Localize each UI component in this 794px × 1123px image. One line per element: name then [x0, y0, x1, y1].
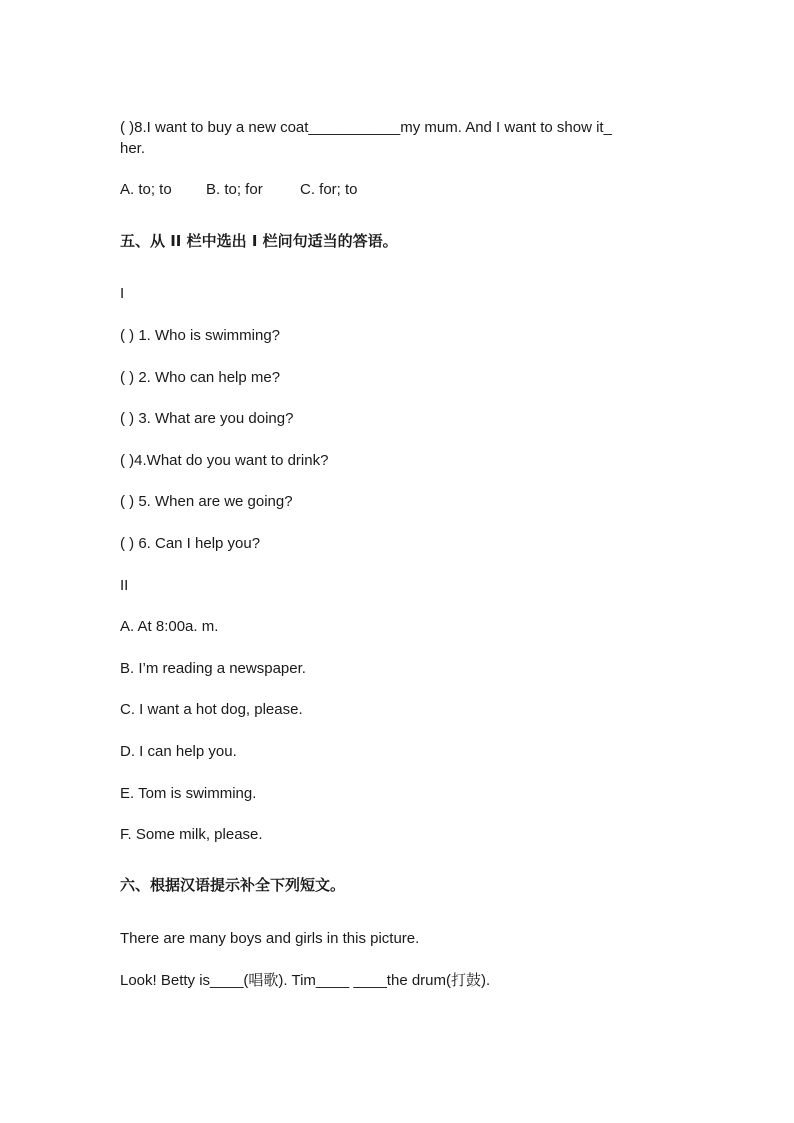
question-2: ( ) 2. Who can help me?: [120, 369, 281, 386]
question-6: ( ) 6. Can I help you?: [120, 535, 261, 552]
answer-c: C. I want a hot dog, please.: [120, 701, 303, 718]
question-8-options: [120, 180, 358, 200]
section-5-heading: 五、从 II 栏中选出 I 栏问句适当的答语。: [120, 232, 398, 250]
answer-d: D. I can help you.: [120, 743, 237, 760]
column-2-label: II: [120, 577, 129, 594]
answer-e: E. Tom is swimming.: [120, 785, 257, 802]
answer-f: F. Some milk, please.: [120, 826, 263, 843]
passage-line-2: Look! Betty is____(唱歌). Tim____ ____the drum(打鼓).: [120, 972, 491, 989]
column-1-label: I: [120, 285, 125, 302]
option-c: C. for; to: [300, 181, 358, 198]
section-6-heading: 六、根据汉语提示补全下列短文。: [120, 876, 346, 894]
option-b: B. to; for: [206, 181, 263, 198]
passage-line-1: There are many boys and girls in this picture.: [120, 930, 420, 947]
question-8-line-2: her.: [120, 140, 146, 157]
option-a: A. to; to: [120, 181, 172, 198]
question-1: ( ) 1. Who is swimming?: [120, 327, 281, 344]
question-8-line-1: ( )8.I want to buy a new coat___________my mum. And I want to show it_: [120, 119, 612, 136]
question-3: ( ) 3. What are you doing?: [120, 410, 294, 427]
question-5: ( ) 5. When are we going?: [120, 493, 293, 510]
answer-b: B. I’m reading a newspaper.: [120, 660, 306, 677]
answer-a: A. At 8:00a. m.: [120, 618, 219, 635]
question-4: ( )4.What do you want to drink?: [120, 452, 329, 469]
